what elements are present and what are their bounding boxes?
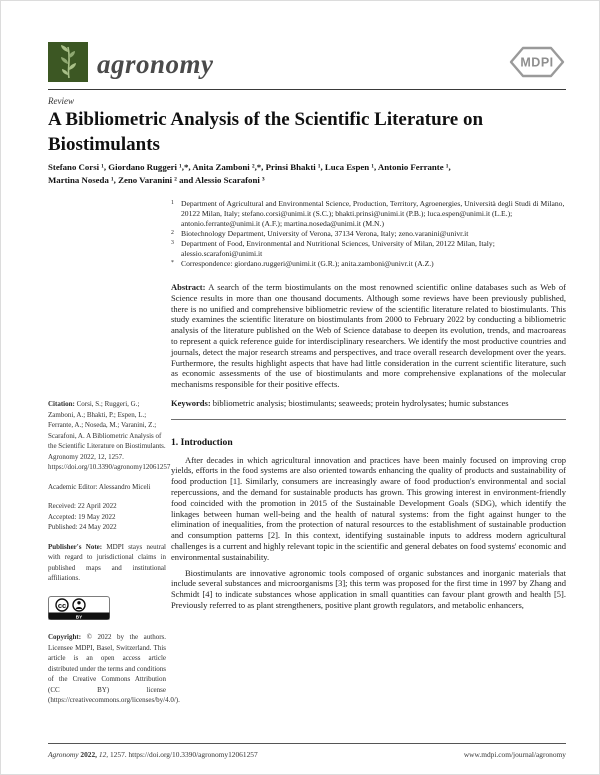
cc-by-license-icon (48, 596, 166, 624)
keywords (171, 398, 566, 409)
abstract-label: Abstract: (171, 282, 206, 293)
footer-year: 2022, (80, 750, 98, 759)
mdpi-logo-icon (508, 45, 566, 84)
footer-journal: Agronomy (48, 750, 79, 759)
academic-editor: Academic Editor: Alessandro Miceli (48, 482, 151, 491)
publishers-note (48, 542, 166, 584)
introduction-heading: 1. Introduction (171, 436, 233, 448)
abstract (171, 282, 566, 390)
svg-text:MDPI: MDPI (520, 55, 554, 69)
affiliation-text: Department of Agricultural and Environmental Science, Production, Territory, Agroenergies, Università degli Studi di Milano, 20122 Milan, Italy; stefano.corsi@unimi.it (S.C.); bhakti.prinsi@unimi.it (P.B.); luca.espen@unimi.it (L.E.); antonio.ferrante@unimi.it (A.F.); martina.noseda@unimi.it (M.N.) (181, 199, 565, 229)
footer-doi: 1257. https://doi.org/10.3390/agronomy12061257 (109, 750, 258, 759)
keywords-text: bibliometric analysis; biostimulants; seaweeds; protein hydrolysates; humic substances (212, 397, 509, 408)
affiliation-text: Biotechnology Department, University of Verona, 37134 Verona, Italy; zeno.varanini@univr.it (181, 229, 469, 239)
agronomy-logo-icon (48, 42, 88, 87)
affiliation-item (171, 239, 566, 259)
affiliation-text: Department of Food, Environmental and Nutritional Sciences, University of Milan, 20122 Milan, Italy; alessio.scarafoni@unimi.it (181, 239, 495, 259)
correspondence-text: Correspondence: giordano.ruggeri@unimi.it (G.R.); anita.zamboni@univr.it (A.Z.) (181, 259, 434, 269)
introduction-paragraph-2: Biostimulants are innovative agronomic tools composed of organic substances and inorganic materials that include several substances and microorganisms [3]; this term was proposed for the first time in 1997 by Zhang and Schmidt [4] to indicate substances whose application in small quantities can favour plant growth and health [5]. Previously referred to as plant strengtheners, positive plant growth regulators, and metabolic enhancers, (171, 567, 566, 610)
footer-citation (48, 750, 258, 759)
citation-label: Citation: (48, 400, 75, 408)
publishers-note-label: Publisher's Note: (48, 542, 103, 551)
copyright-text: © 2022 by the authors. Licensee MDPI, Basel, Switzerland. This article is an open access article distributed under the terms and conditions of the Creative Commons Attribution (CC BY) license (https://creativecommons.org/licenses/by/4.0/). (48, 633, 180, 704)
affiliation-item (171, 259, 566, 269)
published-date: Published: 24 May 2022 (48, 523, 117, 531)
svg-text:cc: cc (57, 600, 67, 610)
article-title: A Bibliometric Analysis of the Scientific Literature on Biostimulants (48, 109, 484, 155)
publishers-note-text: MDPI stays neutral with regard to jurisdictional claims in published maps and institutional affiliations. (48, 542, 166, 582)
keywords-label: Keywords: (171, 397, 211, 408)
copyright-label: Copyright: (48, 633, 82, 641)
affiliation-marker: 1 (171, 200, 174, 206)
introduction-paragraph-1: After decades in which agricultural innovation and practices have been mainly focused on improving crop yields, efforts in the food systems are also oriented towards enhancing the quality of products and sustainability of food production [1]. Similarly, consumers are increasingly aware of food production's environmental and social repercussions, and the demand for sustainable products has grown. This growing interest in environment-friendly food coincided with the promotion in 2015 of the Sustainable Development Goals (SDG), which identify the linkages between human well-being and the health of natural systems: from the fight against hunger to the elimination of inequalities, from the protection of natural resources to the establishment of sustainable production and consumption patterns [2]. In this context, identifying sustainable inputs to address modern agricultural challenges is a current and highly relevant topic in the scientific and general debates on food systems' economic and environmental sustainability. (171, 454, 566, 562)
abstract-text: A search of the term biostimulants on the most renowned scientific online databases such as Web of Science results in more than one thousand documents. Although some reviews have been previously published, there is no unified and comprehensive bibliometric review of the scientific literature related to biostimulants. This study examines the scientific literature on biostimulants from 2000 to February 2022 by conducting a bibliometric analysis of the literature published on the Web of Science database to deepen its evolution, trends, and macroareas to represent a quick reference guide for interdisciplinary researchers. We identify the most productive countries and journals, detect the major research streams and perspectives, and trace overall research development over the years. Furthermore, the results highlight aspects that have had little consideration in the current scientific literature, such as economic assessments of the use of biostimulants and more comprehensive explanations of the molecular mechanisms responsible for their positive effects. (171, 282, 567, 390)
correspondence-marker: * (171, 260, 174, 267)
journal-logo-group (48, 42, 214, 87)
citation-text: Corsi, S.; Ruggeri, G.; Zamboni, A.; Bhakti, P.; Espen, L.; Ferrante, A.; Noseda, M.; Varanini, Z.; Scarafoni, A. A Bibliometric Analysis of the Scientific Literature on Biostimulants. Agronomy 2022, 12, 1257. https://doi.org/10.3390/agronomy12061257 (48, 400, 171, 471)
journal-header (48, 41, 566, 87)
article-dates (48, 501, 166, 533)
copyright-block (48, 632, 180, 706)
footer-divider (48, 743, 566, 744)
journal-name: agronomy (97, 48, 214, 79)
author-line-2: Martina Noseda ¹, Zeno Varanini ² and Alessio Scarafoni ³ (48, 175, 265, 186)
margin-sidebar (48, 399, 180, 706)
affiliation-item (171, 199, 566, 229)
article-type-label: Review (48, 96, 74, 106)
footer-journal-url: www.mdpi.com/journal/agronomy (463, 750, 566, 759)
author-list (48, 161, 566, 187)
affiliation-marker: 3 (171, 240, 174, 247)
header-divider (48, 89, 566, 90)
main-column (171, 199, 566, 611)
received-date: Received: 22 April 2022 (48, 502, 117, 510)
author-line-1: Stefano Corsi ¹, Giordano Ruggeri ¹,*, Anita Zamboni ²,*, Prinsi Bhakti ¹, Luca Espen ¹, Antonio Ferrante ¹, (48, 162, 451, 172)
affiliation-item (171, 229, 566, 239)
accepted-date: Accepted: 19 May 2022 (48, 512, 116, 521)
affiliation-marker: 2 (171, 230, 174, 237)
svg-text:BY: BY (75, 613, 83, 619)
affiliations-block (171, 199, 566, 269)
page-footer (48, 743, 566, 759)
footer-volume: 12, (98, 750, 109, 759)
keywords-divider (171, 419, 566, 420)
citation-block (48, 399, 171, 473)
